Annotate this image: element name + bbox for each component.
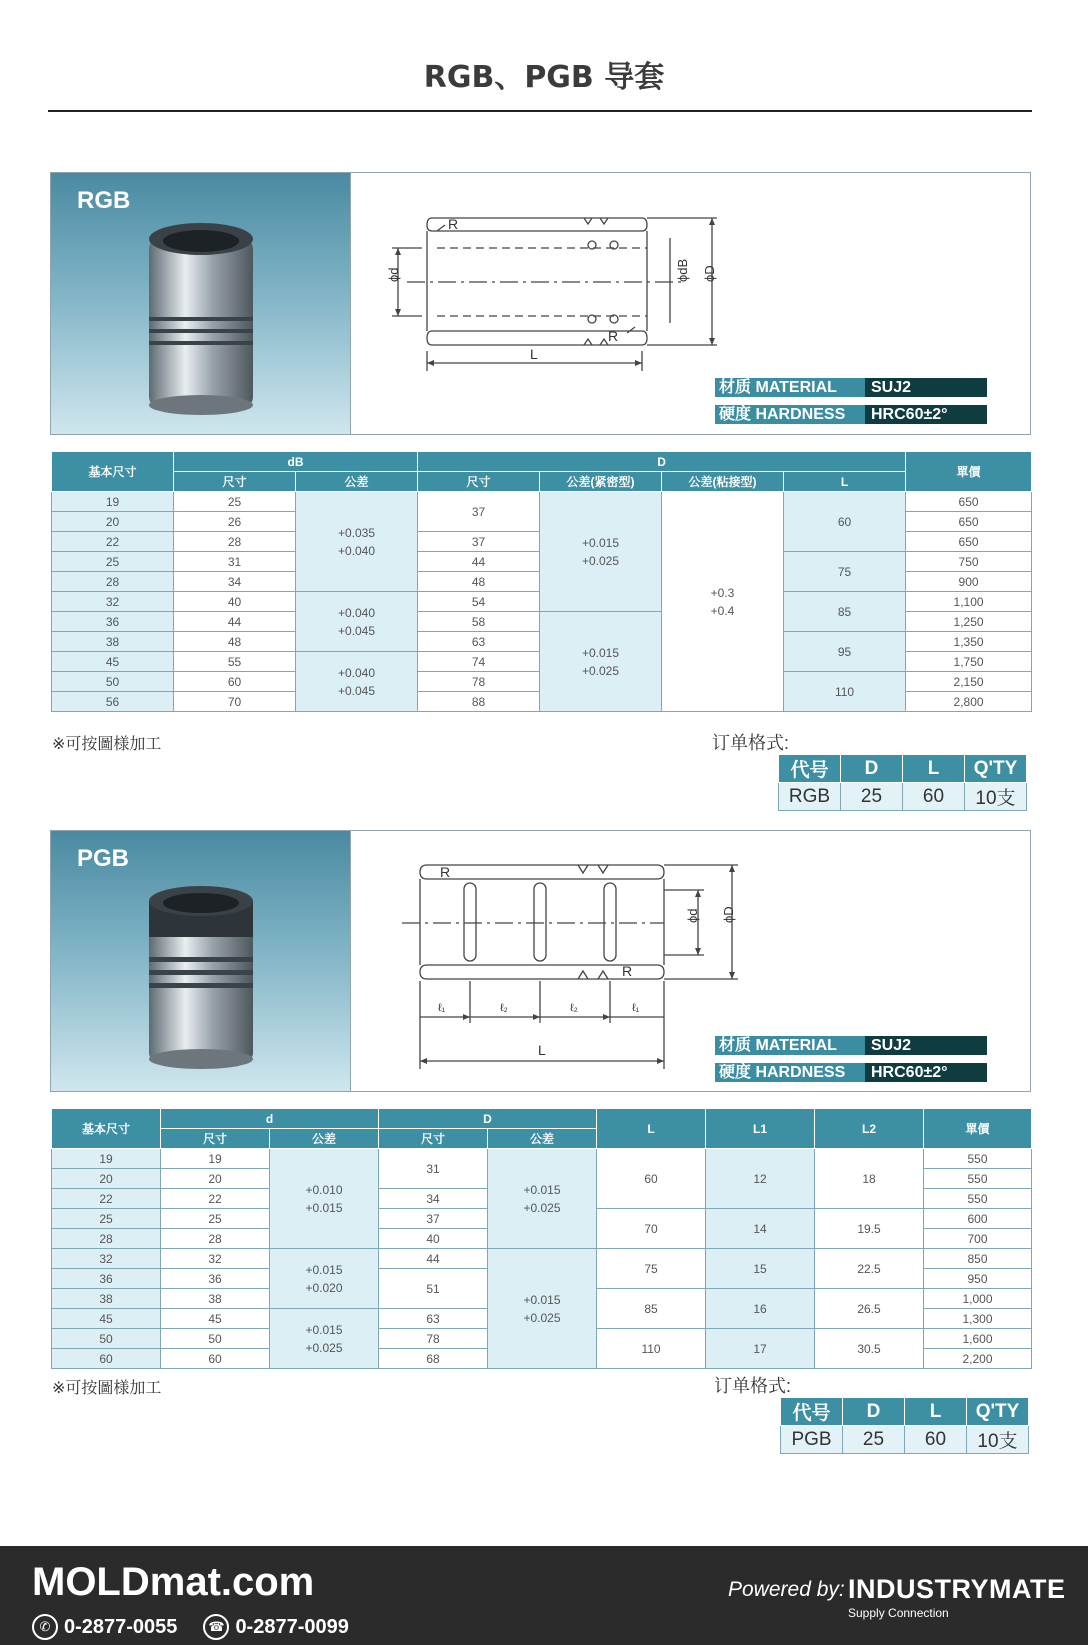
pgb-header-d: d [161,1109,379,1129]
cell-d: 63 [418,632,540,652]
order-header-code: 代号 [779,755,841,783]
cell-base: 19 [52,492,174,512]
cell-d: 38 [161,1289,270,1309]
pgb-spec-table [51,1108,1032,1369]
cell-base: 25 [52,552,174,572]
cell-price: 2,150 [906,672,1032,692]
pgb-drawing-big-d: ϕD [721,906,736,923]
cell-l1: 15 [706,1249,815,1289]
cell-price: 1,350 [906,632,1032,652]
footer-company-logo[interactable]: INDUSTRYMATE [848,1574,1066,1604]
cell-d: 58 [418,612,540,632]
rgb-note: ※可按圖様加工 [52,736,162,753]
cell-big-d: 51 [379,1269,488,1309]
cell-l: 95 [784,632,906,672]
rgb-header-db-tol: 公差 [296,472,418,492]
cell-l2: 22.5 [815,1249,924,1289]
pgb-order-label: 订单格式: [714,1376,792,1396]
cell-price: 550 [924,1149,1032,1169]
cell-base: 28 [52,1229,161,1249]
table-row [52,1249,1032,1269]
cell-price: 1,100 [906,592,1032,612]
cell-d: 74 [418,652,540,672]
cell-price: 650 [906,532,1032,552]
rgb-drawing-r-bottom: R [608,328,619,344]
cell-base: 20 [52,1169,161,1189]
order-value-d: 25 [841,783,903,811]
cell-base: 60 [52,1349,161,1369]
cell-base: 22 [52,1189,161,1209]
fax-icon: ☎ [203,1614,229,1640]
pgb-code: PGB [77,845,130,872]
cell-price: 1,250 [906,612,1032,632]
cell-l1: 14 [706,1209,815,1249]
cell-d: 78 [418,672,540,692]
pgb-drawing-l1-left: ℓ₁ [438,1002,446,1014]
cell-l: 75 [597,1249,706,1289]
rgb-header-d: D [418,452,906,472]
cell-d: 54 [418,592,540,612]
order-value-d: 25 [843,1426,905,1454]
order-value-l: 60 [905,1426,967,1454]
cell-db-tol: +0.040 +0.045 [296,652,418,712]
pgb-drawing-r-top: R [440,864,451,880]
cell-db: 55 [174,652,296,672]
cell-base: 32 [52,1249,161,1269]
cell-db: 44 [174,612,296,632]
cell-big-d: 63 [379,1309,488,1329]
rgb-header-d-size: 尺寸 [418,472,540,492]
cell-db-tol: +0.040 +0.045 [296,592,418,652]
pgb-drawing-l1-right: ℓ₁ [632,1002,640,1014]
cell-d-tol-tight: +0.015 +0.025 [540,612,662,712]
cell-base: 32 [52,592,174,612]
pgb-header-big-d: D [379,1109,597,1129]
cell-l: 70 [597,1209,706,1249]
pgb-header-l2: L2 [815,1109,924,1149]
cell-db: 31 [174,552,296,572]
pgb-bushing-image [131,877,271,1077]
cell-base: 45 [52,652,174,672]
order-header-l: L [905,1398,967,1426]
rgb-drawing-db: ϕdB [675,258,690,282]
cell-db: 70 [174,692,296,712]
order-header-d: D [841,755,903,783]
pgb-header-d-size: 尺寸 [161,1129,270,1149]
cell-base: 50 [52,1329,161,1349]
cell-price: 700 [924,1229,1032,1249]
cell-price: 750 [906,552,1032,572]
pgb-drawing-d: ϕd [685,908,700,923]
cell-d: 45 [161,1309,270,1329]
cell-price: 900 [906,572,1032,592]
cell-price: 850 [924,1249,1032,1269]
cell-l: 85 [597,1289,706,1329]
rgb-header-db-size: 尺寸 [174,472,296,492]
cell-big-d: 34 [379,1189,488,1209]
cell-price: 1,600 [924,1329,1032,1349]
cell-d: 50 [161,1329,270,1349]
pgb-photo-area [51,831,351,1091]
cell-db: 25 [174,492,296,512]
table-row [52,1149,1032,1169]
phone-icon: ✆ [32,1614,58,1640]
cell-base: 36 [52,1269,161,1289]
cell-db: 26 [174,512,296,532]
pgb-material-label: 材质 MATERIAL [715,1036,865,1055]
footer-tagline: Supply Connection [848,1606,949,1620]
cell-base: 25 [52,1209,161,1229]
cell-base: 50 [52,672,174,692]
rgb-bushing-image [131,219,271,419]
cell-big-d-tol: +0.015 +0.025 [488,1149,597,1249]
cell-price: 550 [924,1169,1032,1189]
cell-price: 1,750 [906,652,1032,672]
rgb-material-value: SUJ2 [865,378,987,397]
rgb-header-base: 基本尺寸 [52,452,174,492]
pgb-drawing-l: L [538,1042,546,1058]
page-title: RGB、PGB 导套 [423,60,665,95]
cell-base: 45 [52,1309,161,1329]
cell-l1: 17 [706,1329,815,1369]
cell-db-tol: +0.035 +0.040 [296,492,418,592]
footer-contact [32,1614,349,1640]
cell-l1: 12 [706,1149,815,1209]
cell-l2: 18 [815,1149,924,1209]
rgb-drawing-l: L [530,346,538,362]
cell-d: 37 [418,492,540,532]
pgb-material-row [715,1036,987,1055]
pgb-header-d-tol: 公差 [270,1129,379,1149]
footer-brand[interactable]: MOLDmat.com [32,1560,315,1604]
cell-d-tol-tight: +0.015 +0.025 [540,492,662,612]
pgb-header-big-d-size: 尺寸 [379,1129,488,1149]
cell-l: 60 [597,1149,706,1209]
table-row [52,492,1032,512]
footer-fax[interactable]: 0-2877-0099 [235,1615,349,1638]
pgb-drawing-l2-right: ℓ₂ [570,1002,578,1014]
pgb-order-table [780,1397,1029,1454]
cell-d: 19 [161,1149,270,1169]
cell-l: 75 [784,552,906,592]
order-value-qty: 10支 [967,1426,1029,1454]
cell-l2: 30.5 [815,1329,924,1369]
cell-d-tol: +0.010 +0.015 [270,1149,379,1249]
cell-d: 20 [161,1169,270,1189]
cell-l2: 19.5 [815,1209,924,1249]
cell-l: 85 [784,592,906,632]
cell-d-tol: +0.015 +0.020 [270,1249,379,1309]
pgb-hardness-label: 硬度 HARDNESS [715,1063,865,1082]
cell-price: 1,000 [924,1289,1032,1309]
pgb-header-l1: L1 [706,1109,815,1149]
cell-d: 48 [418,572,540,592]
cell-price: 2,200 [924,1349,1032,1369]
cell-big-d: 31 [379,1149,488,1189]
cell-base: 38 [52,1289,161,1309]
cell-db: 48 [174,632,296,652]
pgb-header-base: 基本尺寸 [52,1109,161,1149]
cell-db: 28 [174,532,296,552]
cell-d-tol: +0.015 +0.025 [270,1309,379,1369]
cell-d: 28 [161,1229,270,1249]
order-value-l: 60 [903,783,965,811]
footer-phone[interactable]: 0-2877-0055 [64,1615,178,1638]
cell-l2: 26.5 [815,1289,924,1329]
pgb-note: ※可按圖様加工 [52,1380,162,1397]
rgb-header-db: dB [174,452,418,472]
cell-base: 38 [52,632,174,652]
cell-base: 22 [52,532,174,552]
rgb-header-tol-glue: 公差(粘接型) [662,472,784,492]
order-header-qty: Q'TY [965,755,1027,783]
cell-price: 950 [924,1269,1032,1289]
order-value-code: PGB [781,1426,843,1454]
cell-l1: 16 [706,1289,815,1329]
rgb-spec-table [51,451,1032,712]
pgb-hardness-value: HRC60±2° [865,1063,987,1082]
rgb-hardness-row [715,405,987,424]
cell-price: 2,800 [906,692,1032,712]
pgb-header-price: 單價 [924,1109,1032,1149]
cell-price: 600 [924,1209,1032,1229]
cell-l: 60 [784,492,906,552]
cell-base: 56 [52,692,174,712]
cell-d: 88 [418,692,540,712]
rgb-material-row [715,378,987,397]
cell-d: 22 [161,1189,270,1209]
cell-d-tol-glue: +0.3 +0.4 [662,492,784,712]
cell-d: 44 [418,552,540,572]
pgb-drawing-r-bottom: R [622,963,633,979]
pgb-header-l: L [597,1109,706,1149]
rgb-header-price: 單價 [906,452,1032,492]
cell-l: 110 [784,672,906,712]
cell-price: 650 [906,492,1032,512]
cell-db: 34 [174,572,296,592]
cell-db: 60 [174,672,296,692]
cell-big-d: 40 [379,1229,488,1249]
order-header-d: D [843,1398,905,1426]
cell-big-d: 68 [379,1349,488,1369]
rgb-photo-area [51,173,351,434]
title-divider [48,110,1032,112]
cell-price: 1,300 [924,1309,1032,1329]
rgb-header-tol-tight: 公差(紧密型) [540,472,662,492]
cell-d: 36 [161,1269,270,1289]
cell-d: 25 [161,1209,270,1229]
cell-big-d: 78 [379,1329,488,1349]
order-header-l: L [903,755,965,783]
order-value-code: RGB [779,783,841,811]
rgb-header-l: L [784,472,906,492]
pgb-header-big-d-tol: 公差 [488,1129,597,1149]
order-header-code: 代号 [781,1398,843,1426]
cell-base: 20 [52,512,174,532]
cell-d: 32 [161,1249,270,1269]
cell-base: 36 [52,612,174,632]
rgb-drawing-big-d: ϕD [702,265,717,282]
cell-price: 550 [924,1189,1032,1209]
rgb-hardness-value: HRC60±2° [865,405,987,424]
rgb-material-label: 材质 MATERIAL [715,378,865,397]
footer-powered-by: Powered by: [728,1578,845,1601]
cell-base: 19 [52,1149,161,1169]
pgb-material-value: SUJ2 [865,1036,987,1055]
cell-db: 40 [174,592,296,612]
rgb-order-table [778,754,1027,811]
cell-price: 650 [906,512,1032,532]
rgb-drawing-d: ϕd [386,267,401,282]
order-value-qty: 10支 [965,783,1027,811]
footer-bar [0,1546,1088,1645]
rgb-drawing-r-top: R [448,216,459,232]
pgb-hardness-row [715,1063,987,1082]
pgb-drawing-l2-left: ℓ₂ [500,1002,508,1014]
rgb-code: RGB [77,187,131,214]
cell-big-d: 44 [379,1249,488,1269]
cell-l: 110 [597,1329,706,1369]
cell-d: 37 [418,532,540,552]
cell-base: 28 [52,572,174,592]
rgb-order-label: 订单格式: [712,733,790,753]
cell-d: 60 [161,1349,270,1369]
cell-big-d: 37 [379,1209,488,1229]
rgb-hardness-label: 硬度 HARDNESS [715,405,865,424]
cell-big-d-tol: +0.015 +0.025 [488,1249,597,1369]
order-header-qty: Q'TY [967,1398,1029,1426]
